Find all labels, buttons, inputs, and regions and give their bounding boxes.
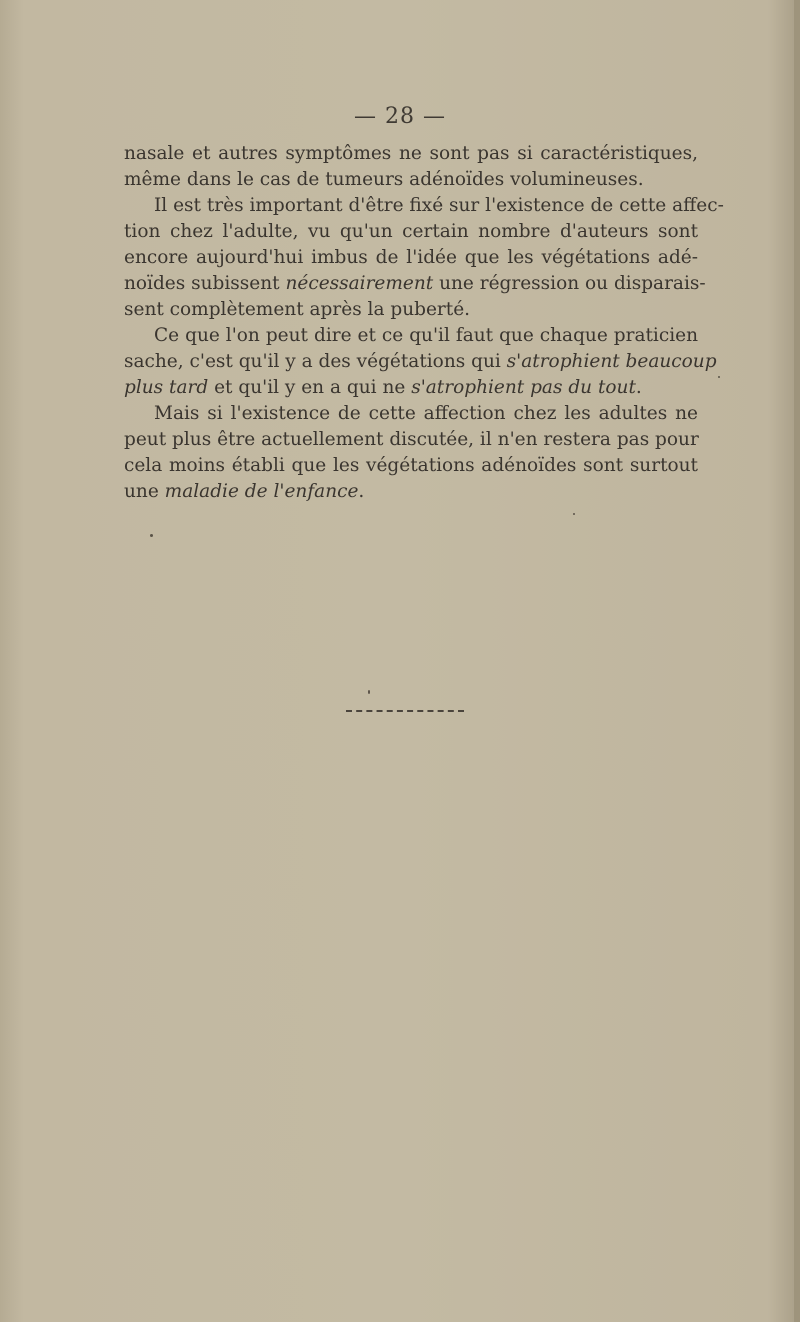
emphasis-text: s'atrophient pas du tout bbox=[411, 377, 636, 398]
text-run: et qu'il y en a qui ne bbox=[208, 377, 412, 398]
text-line: Ce que l'on peut dire et ce qu'il faut que chaque praticien bbox=[154, 325, 698, 346]
paper-speck bbox=[718, 376, 720, 378]
text-line: Mais si l'existence de cette affection chez les adultes ne bbox=[154, 403, 698, 424]
text-line: sent complètement après la puberté. bbox=[124, 299, 471, 320]
text-run: . bbox=[635, 377, 642, 398]
text-run: une bbox=[124, 481, 165, 502]
end-of-section-rule bbox=[346, 710, 464, 714]
paper-speck bbox=[368, 690, 370, 694]
text-run: noïdes subissent bbox=[124, 273, 286, 294]
paragraph-4 bbox=[124, 401, 698, 505]
text-line bbox=[124, 479, 698, 505]
paper-speck bbox=[573, 513, 575, 515]
page-number: — 28 — bbox=[354, 104, 446, 129]
paragraph-3 bbox=[124, 323, 717, 401]
text-run: . bbox=[358, 481, 365, 502]
text-line bbox=[124, 375, 698, 401]
page-edge bbox=[794, 0, 800, 1322]
text-run: une régression ou disparais- bbox=[433, 273, 706, 294]
text-line: Il est très important d'être fixé sur l'existence de cette affec- bbox=[154, 195, 724, 216]
text-line: encore aujourd'hui imbus de l'idée que les végétations adé- bbox=[124, 247, 698, 268]
emphasis-text: maladie de l'enfance bbox=[164, 481, 359, 502]
emphasis-text: s'atrophient beaucoup bbox=[506, 351, 717, 372]
paragraph-1 bbox=[124, 141, 698, 193]
emphasis-text: nécessairement bbox=[285, 273, 434, 294]
text-line: même dans le cas de tumeurs adénoïdes volumineuses. bbox=[124, 169, 644, 190]
text-line: peut plus être actuellement discutée, il n'en restera pas pour bbox=[124, 429, 699, 450]
paper-speck bbox=[150, 534, 153, 537]
text-line: cela moins établi que les végétations adénoïdes sont surtout bbox=[124, 455, 698, 476]
text-line bbox=[124, 349, 717, 375]
text-line: tion chez l'adulte, vu qu'un certain nombre d'auteurs sont bbox=[124, 221, 698, 242]
paragraph-2 bbox=[124, 193, 724, 323]
text-line: nasale et autres symptômes ne sont pas si caractéristiques, bbox=[124, 143, 698, 164]
text-line bbox=[124, 271, 706, 297]
body-text bbox=[124, 141, 724, 505]
text-run: sache, c'est qu'il y a des végétations qui bbox=[124, 351, 507, 372]
emphasis-text: plus tard bbox=[124, 377, 209, 398]
